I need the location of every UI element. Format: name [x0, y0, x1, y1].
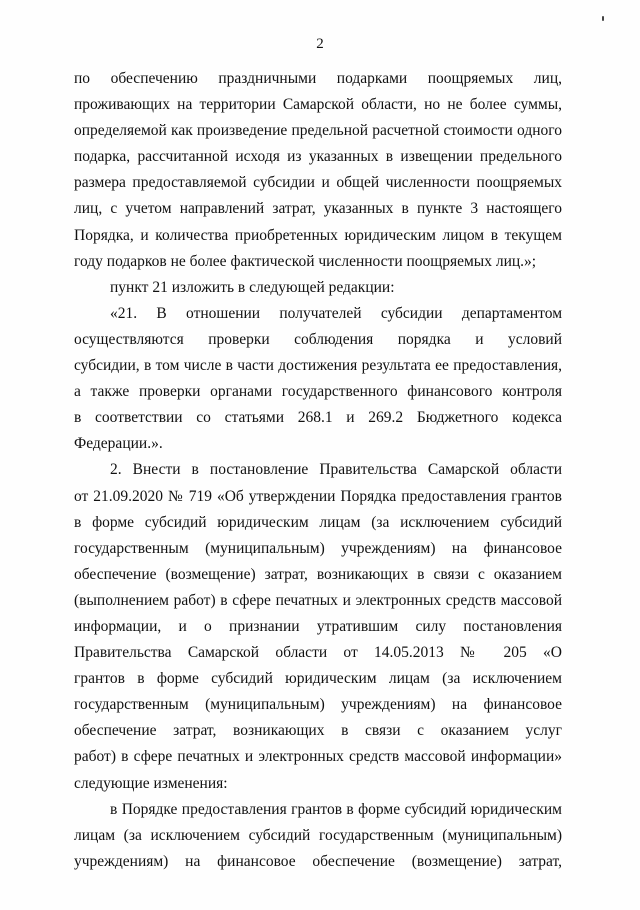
text-line: по обеспечению праздничными подарками поощряемых лиц,: [74, 70, 562, 87]
text-line: проживающих на территории Самарской области, но не более суммы,: [74, 96, 562, 114]
text-line: в Порядке предоставления грантов в форме субсидий юридическим: [110, 800, 562, 818]
page-number: 2: [316, 36, 324, 52]
text-line: обеспечение (возмещение) затрат, возникающих в связи с оказанием: [74, 565, 562, 583]
body-text: [74, 66, 562, 875]
text-line: пункт 21 изложить в следующей редакции:: [110, 278, 395, 296]
text-line: грантов в форме субсидий юридическим лицам (за исключением: [74, 670, 562, 688]
text-line: работ) в сфере печатных и электронных средств массовой информации»: [74, 748, 562, 766]
text-line: а также проверки органами государственного финансового контроля: [74, 383, 562, 401]
text-line: 2. Внести в постановление Правительства Самарской области: [110, 461, 562, 479]
text-line: государственным (муниципальным) учреждениям) на финансовое: [74, 539, 562, 557]
text-line: году подарков не более фактической численности поощряемых лиц.»;: [74, 252, 537, 270]
text-line: «21. В отношении получателей субсидии департаментом: [110, 304, 562, 322]
text-line: государственным (муниципальным) учреждениям) на финансовое: [74, 696, 562, 714]
text-line: субсидии, в том числе в части достижения результата ее предоставления,: [74, 357, 562, 375]
text-line: обеспечение затрат, возникающих в связи с оказанием услуг: [74, 722, 562, 740]
text-line: информации, и о признании утратившим силу постановления: [74, 617, 562, 635]
text-line: (выполнением работ) в сфере печатных и электронных средств массовой: [74, 591, 562, 609]
text-line: Правительства Самарской области от 14.05.2013 № 205 «О: [74, 644, 562, 662]
text-line: в форме субсидий юридическим лицам (за исключением субсидий: [74, 513, 562, 531]
text-line: определяемой как произведение предельной расчетной стоимости одного: [74, 122, 562, 140]
text-line: лицам (за исключением субсидий государственным (муниципальным): [74, 826, 562, 844]
text-line: в соответствии со статьями 268.1 и 269.2 Бюджетного кодекса: [74, 409, 562, 427]
scan-speck: [602, 16, 604, 21]
text-line: размера предоставляемой субсидии и общей численности поощряемых: [74, 174, 562, 192]
text-line: следующие изменения:: [74, 774, 228, 792]
text-line: осуществляются проверки соблюдения порядка и условий: [74, 330, 562, 348]
text-line: лиц, с учетом направлений затрат, указанных в пункте 3 настоящего: [74, 200, 562, 218]
text-line: Порядка, и количества приобретенных юридическим лицом в текущем: [74, 226, 562, 244]
text-line: учреждениям) на финансовое обеспечение (возмещение) затрат,: [74, 852, 562, 870]
text-line: подарка, рассчитанной исходя из указанных в извещении предельного: [74, 148, 562, 166]
text-line: от 21.09.2020 № 719 «Об утверждении Порядка предоставления грантов: [74, 487, 562, 505]
text-line: Федерации.».: [74, 435, 163, 453]
